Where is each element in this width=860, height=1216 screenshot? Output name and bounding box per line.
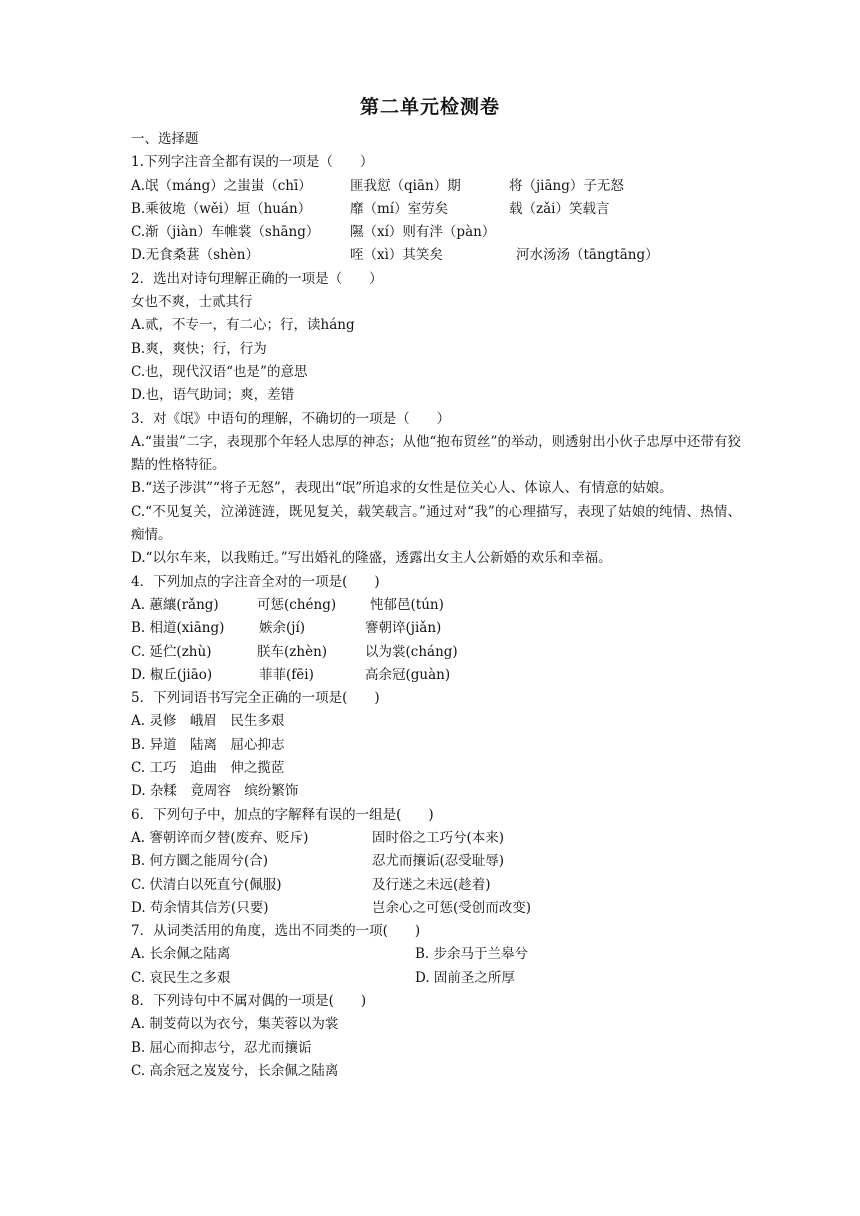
- q4-option-b: [131, 617, 741, 640]
- question-1-stem: 1.下列字注音全都有误的一项是（ ）: [131, 154, 374, 171]
- q7-option-c: C. 哀民生之多艰: [131, 969, 231, 986]
- q7-option-d: D. 固前圣之所厚: [415, 969, 515, 986]
- q4-option-a: [131, 594, 741, 617]
- question-5-stem: 5．下列词语书写完全正确的一项是( ): [131, 690, 380, 707]
- q5-option-a: A. 灵修 峨眉 民生多艰: [131, 713, 285, 730]
- q2-option-b: B.爽，爽快；行，行为: [131, 340, 267, 357]
- q6-option-b: [131, 850, 741, 873]
- q4-d-part-1: D. 椒丘(jiāo): [131, 666, 213, 683]
- q7-row-1: [131, 943, 741, 966]
- q6-b-part-1: B. 何方圜之能周兮(合): [131, 853, 269, 870]
- q1-b-part-2: 靡（mí）室劳矣: [350, 200, 449, 217]
- q6-option-d: [131, 897, 741, 920]
- q6-option-c: [131, 874, 741, 897]
- q5-option-b: B. 异道 陆离 屈心抑志: [131, 736, 285, 753]
- q6-d-part-2: 岂余心之可惩(受创而改变): [372, 899, 532, 916]
- q3-option-c: C.“不见复关，泣涕涟涟，既见复关，载笑载言。”通过对“我”的心理描写，表现了姑娘的纯情、热情、痴情。: [131, 503, 741, 544]
- q6-a-part-1: A. 謇朝谇而夕替(废弃、贬斥): [131, 829, 309, 846]
- q1-option-b: [131, 198, 741, 221]
- q1-d-part-2: 咥（xì）其笑矣: [350, 247, 443, 264]
- q4-d-part-3: 高余冠(guàn): [365, 666, 451, 683]
- q1-d-part-1: D.无食桑葚（shèn）: [131, 247, 259, 264]
- q6-c-part-2: 及行迷之未远(趁着): [372, 876, 491, 893]
- q6-option-a: [131, 827, 741, 850]
- page-title: 第二单元检测卷: [359, 96, 500, 118]
- q1-option-c: [131, 221, 741, 244]
- q4-option-c: [131, 641, 741, 664]
- q4-a-part-1: A. 蕙纕(rǎng): [131, 596, 219, 613]
- q1-c-part-1: C.渐（jiàn）车帷裳（shāng）: [131, 224, 320, 241]
- q4-d-part-2: 菲菲(fēi): [259, 666, 314, 683]
- question-8-stem: 8．下列诗句中不属对偶的一项是( ): [131, 992, 367, 1009]
- q2-quote: 女也不爽，士贰其行: [131, 294, 253, 311]
- q3-option-b: B.“送子涉淇”“将子无怒”，表现出“氓”所追求的女性是位关心人、体谅人、有情意的姑娘。: [131, 480, 673, 497]
- q3-option-a: A.“蚩蚩”二字，表现那个年轻人忠厚的神态；从他“抱布贸丝”的举动，则透射出小伙子忠厚中还带有狡黠的性格特征。: [131, 433, 741, 474]
- question-6-stem: 6．下列句子中，加点的字解释有误的一组是( ): [131, 806, 434, 823]
- q4-c-part-1: C. 延伫(zhù): [131, 643, 212, 660]
- q6-c-part-1: C. 伏清白以死直兮(佩服): [131, 876, 282, 893]
- q1-b-part-1: B.乘彼垝（wěi）垣（huán）: [131, 200, 312, 217]
- section-heading: 一、选择题: [131, 131, 199, 147]
- q4-b-part-3: 謇朝谇(jiǎn): [365, 620, 442, 637]
- question-list: [131, 128, 741, 1083]
- q4-a-part-3: 忳郁邑(tún): [370, 596, 444, 613]
- q1-c-part-2: 隰（xí）则有泮（pàn）: [350, 224, 496, 241]
- q6-a-part-2: 固时俗之工巧兮(本来): [372, 829, 505, 846]
- q4-c-part-3: 以为裳(cháng): [365, 643, 458, 660]
- q2-option-d: D.也，语气助词；爽，差错: [131, 387, 295, 404]
- q5-option-d: D. 杂糅 竟周容 缤纷繁饰: [131, 783, 299, 800]
- q7-option-a: A. 长余佩之陆离: [131, 946, 231, 963]
- q5-option-c: C. 工巧 追曲 伸之揽茝: [131, 760, 285, 777]
- question-3-stem: 3．对《氓》中语句的理解，不确切的一项是（ ）: [131, 410, 451, 427]
- q6-b-part-2: 忍尤而攘诟(忍受耻辱): [372, 853, 505, 870]
- q1-a-part-1: A.氓（máng）之蚩蚩（chī）: [131, 177, 312, 194]
- question-2-stem: 2．选出对诗句理解正确的一项是（ ）: [131, 270, 383, 287]
- q4-b-part-2: 嫉余(jí): [259, 620, 306, 637]
- q3-option-d: D.“以尔车来，以我贿迁。”写出婚礼的隆盛，透露出女主人公新婚的欢乐和幸福。: [131, 550, 612, 567]
- q4-b-part-1: B. 相道(xiāng): [131, 620, 225, 637]
- q8-option-b: B. 屈心而抑志兮，忍尤而攘诟: [131, 1039, 312, 1056]
- q7-option-b: B. 步余马于兰皋兮: [415, 946, 529, 963]
- q6-d-part-1: D. 苟余情其信芳(只要): [131, 899, 269, 916]
- question-7-stem: 7．从词类活用的角度，选出不同类的一项( ): [131, 923, 421, 940]
- q1-option-a: [131, 175, 741, 198]
- q4-a-part-2: 可惩(chéng): [257, 596, 337, 613]
- q1-b-part-3: 载（zǎi）笑载言: [509, 200, 610, 217]
- q8-option-a: A. 制芰荷以为衣兮，集芙蓉以为裳: [131, 1016, 339, 1033]
- q4-c-part-2: 朕车(zhèn): [257, 643, 328, 660]
- question-4-stem: 4．下列加点的字注音全对的一项是( ): [131, 573, 380, 590]
- q1-option-d: [131, 244, 741, 267]
- q2-option-c: C.也，现代汉语“也是”的意思: [131, 363, 308, 380]
- q8-option-c: C. 高余冠之岌岌兮，长余佩之陆离: [131, 1062, 339, 1079]
- q1-a-part-3: 将（jiāng）子无怒: [509, 177, 624, 194]
- q2-option-a: A.贰，不专一，有二心；行，读háng: [131, 317, 355, 334]
- q7-row-2: [131, 967, 741, 990]
- q1-a-part-2: 匪我愆（qiān）期: [350, 177, 461, 194]
- q4-option-d: [131, 664, 741, 687]
- q1-d-part-3: 河水汤汤（tāngtāng）: [516, 247, 659, 264]
